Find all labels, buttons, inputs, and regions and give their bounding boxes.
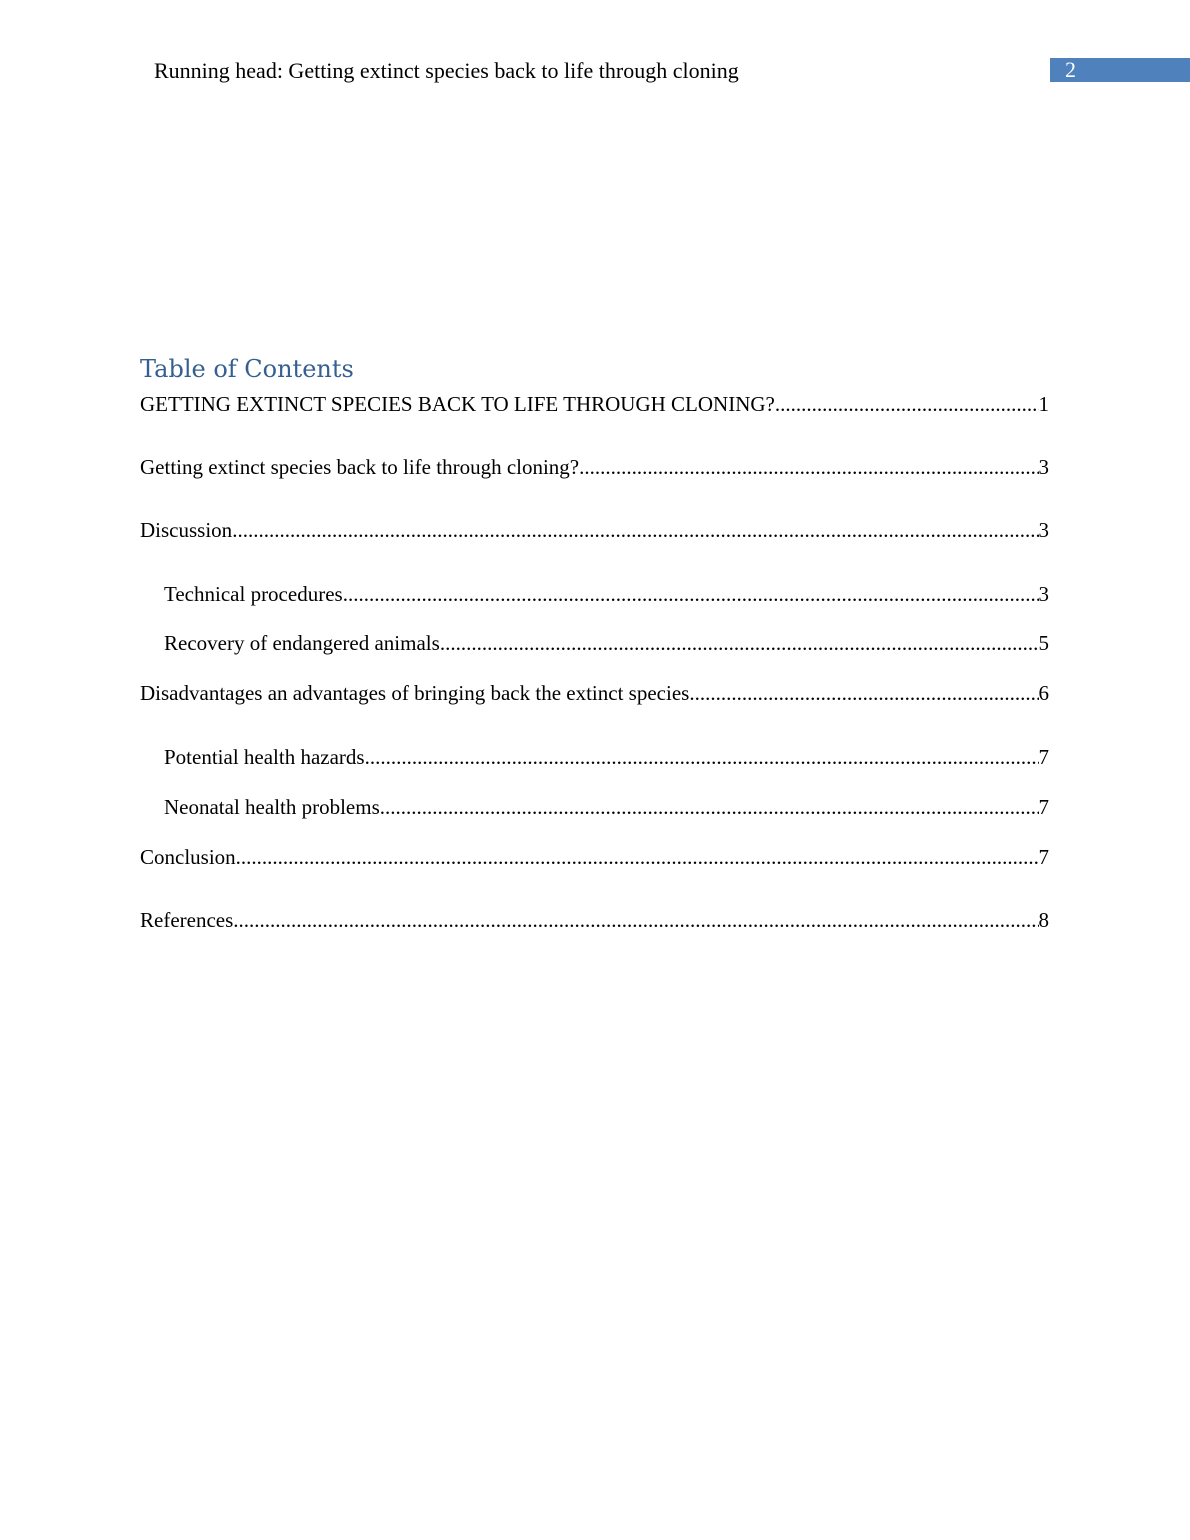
toc-dot-leader xyxy=(236,843,1039,871)
toc-entry-label: Neonatal health problems xyxy=(164,795,380,819)
toc-dot-leader xyxy=(232,516,1038,544)
toc-entry[interactable] xyxy=(140,843,1049,871)
toc-entry[interactable] xyxy=(164,793,1049,821)
toc-entry[interactable] xyxy=(140,516,1049,544)
toc-entry-page: 7 xyxy=(1038,845,1049,869)
toc-dot-leader xyxy=(689,679,1038,707)
toc-entry[interactable] xyxy=(140,679,1049,707)
toc-entry-label: Conclusion xyxy=(140,845,236,869)
toc-entry-label: Potential health hazards xyxy=(164,745,365,769)
toc-entry[interactable] xyxy=(140,390,1049,418)
toc-entry-page: 6 xyxy=(1038,681,1049,705)
toc-dot-leader xyxy=(775,390,1039,418)
toc-dot-leader xyxy=(233,906,1038,934)
toc-dot-leader xyxy=(380,793,1039,821)
toc-dot-leader xyxy=(579,453,1038,481)
toc-entry-label: Disadvantages an advantages of bringing back the extinct species xyxy=(140,681,690,705)
page-number-box xyxy=(1050,58,1190,82)
toc-entry-page: 3 xyxy=(1038,455,1049,479)
toc-entry-label: Getting extinct species back to life through cloning? xyxy=(140,455,580,479)
toc-entry[interactable] xyxy=(164,580,1049,608)
toc-entry[interactable] xyxy=(140,906,1049,934)
toc-dot-leader xyxy=(365,743,1039,771)
toc-entry[interactable] xyxy=(164,629,1049,657)
toc-entry-label: References xyxy=(140,908,234,932)
toc-title: Table of Contents xyxy=(140,355,354,383)
toc-entry-label: Recovery of endangered animals xyxy=(164,631,440,655)
toc-entry-page: 3 xyxy=(1038,518,1049,542)
toc-entry-label: Discussion xyxy=(140,518,233,542)
toc-entry[interactable] xyxy=(140,453,1049,481)
page-number: 2 xyxy=(1065,57,1076,82)
toc-entry-page: 8 xyxy=(1038,908,1049,932)
toc-entry-page: 1 xyxy=(1038,392,1049,416)
toc-entry-label: Technical procedures xyxy=(164,582,343,606)
toc-dot-leader xyxy=(343,580,1039,608)
toc-entry[interactable] xyxy=(164,743,1049,771)
toc-entry-page: 7 xyxy=(1038,745,1049,769)
toc-entry-page: 3 xyxy=(1038,582,1049,606)
toc-entry-label: GETTING EXTINCT SPECIES BACK TO LIFE THROUGH CLONING? xyxy=(140,392,775,416)
running-head: Running head: Getting extinct species back to life through cloning xyxy=(154,58,739,83)
toc-dot-leader xyxy=(440,629,1039,657)
toc-entry-page: 7 xyxy=(1038,795,1049,819)
toc-entry-page: 5 xyxy=(1038,631,1049,655)
